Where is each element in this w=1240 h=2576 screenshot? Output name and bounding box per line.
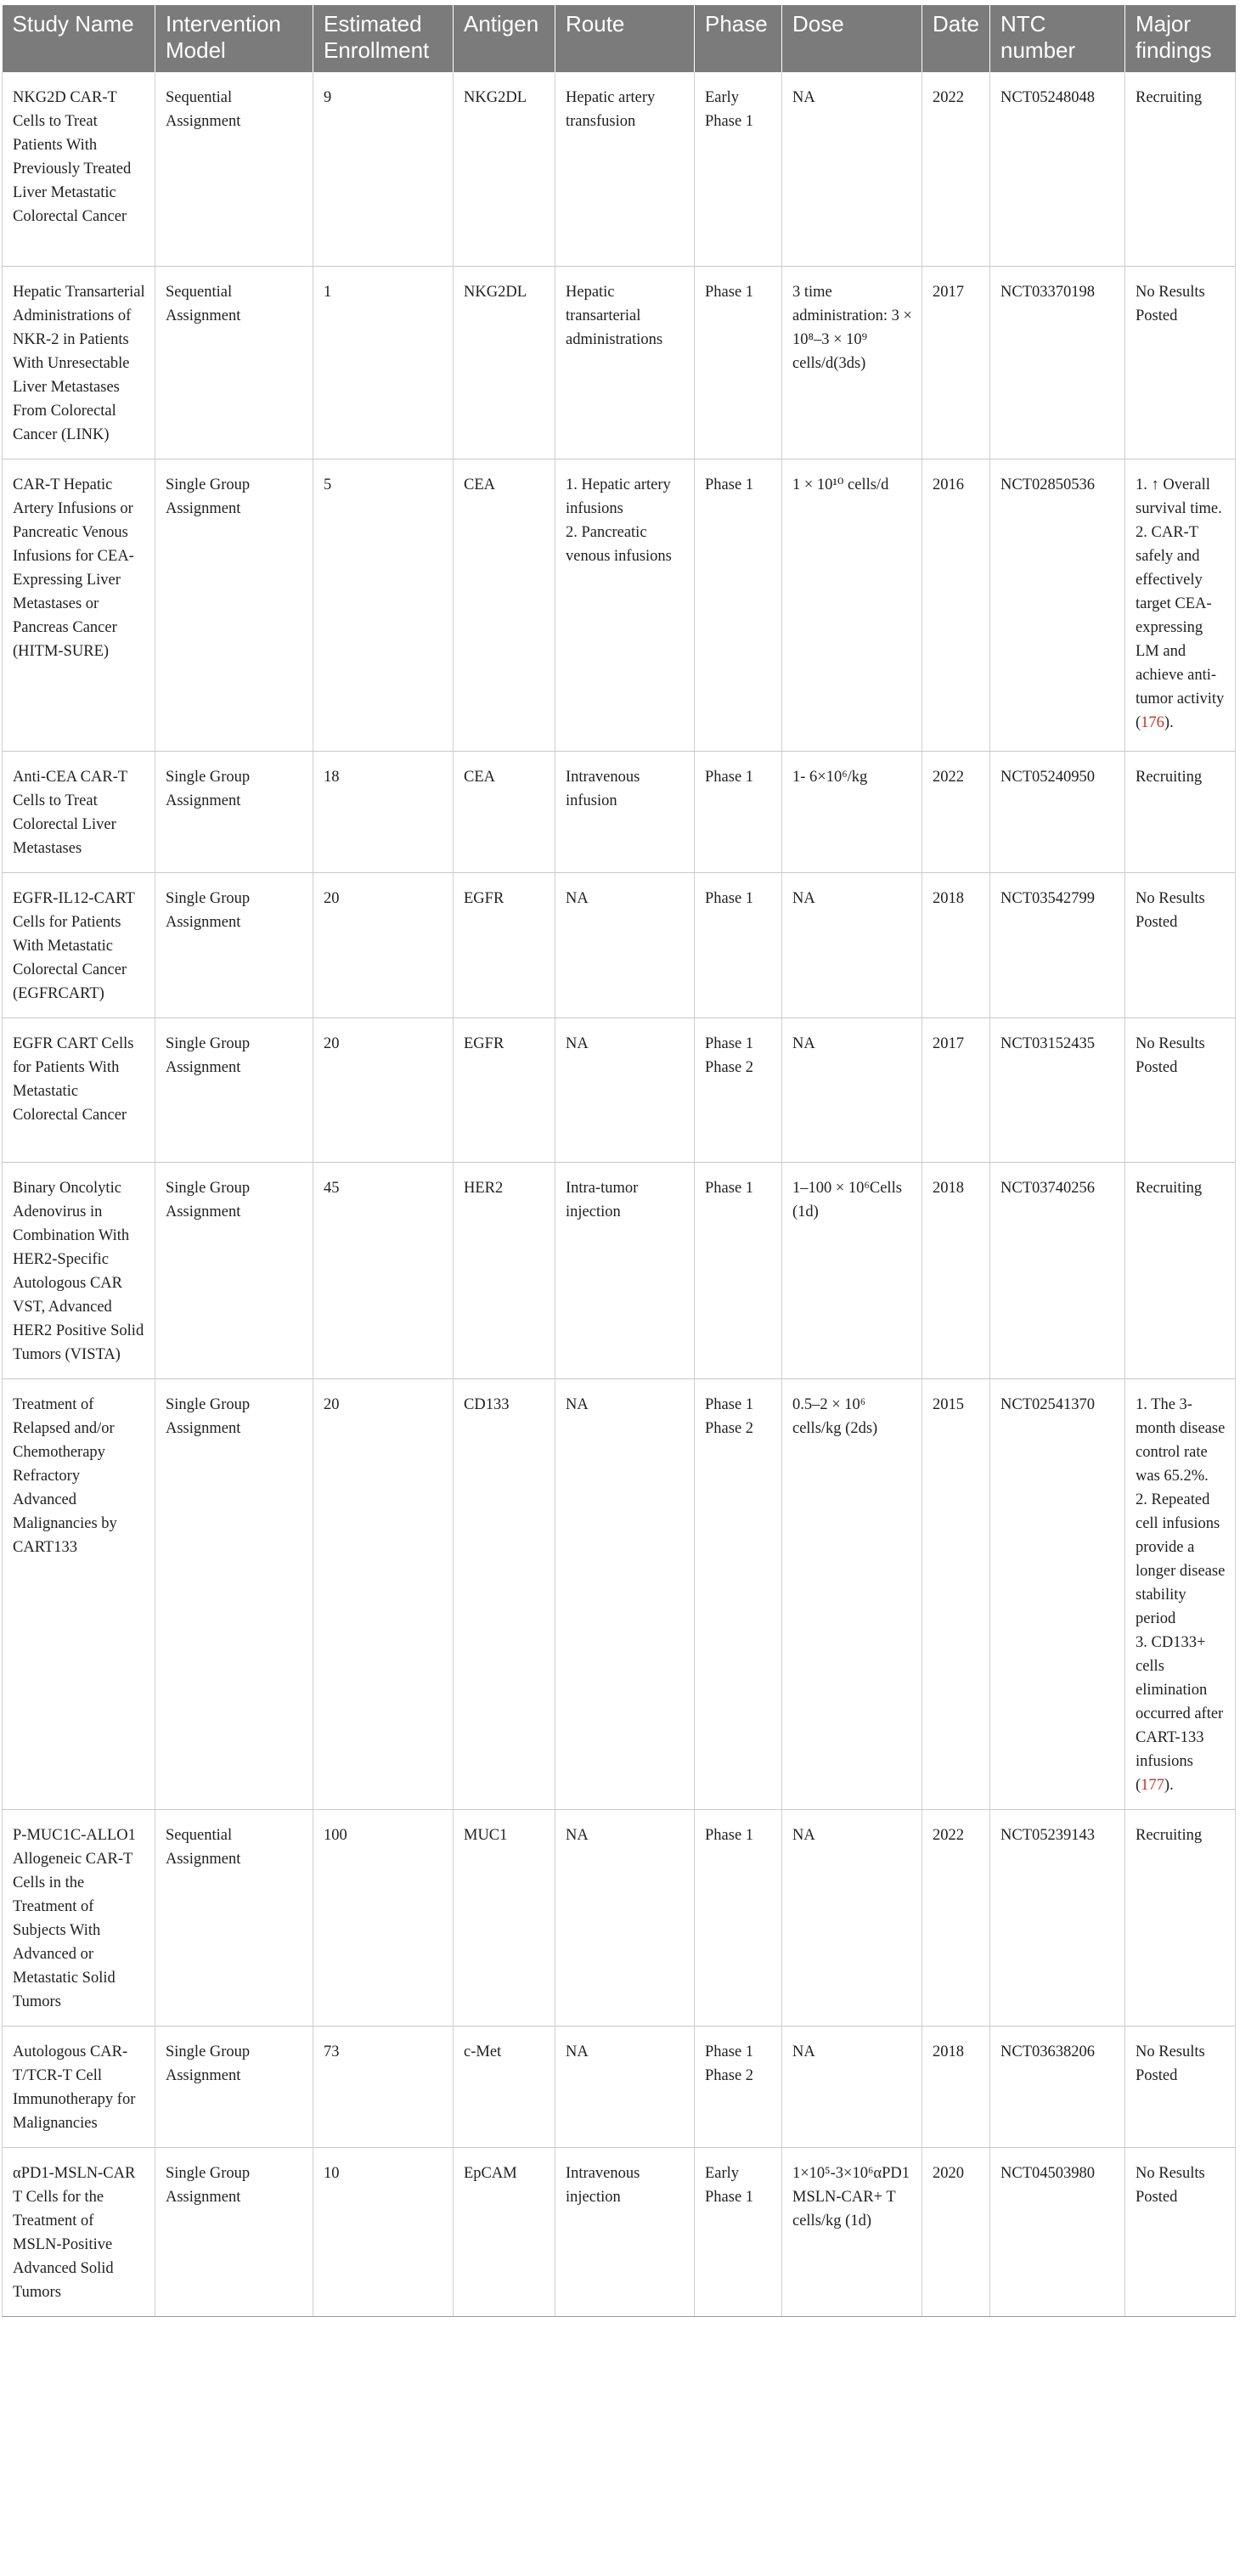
phase-cell-line: Phase 1 bbox=[705, 1179, 754, 1197]
phase-cell bbox=[695, 2147, 782, 2316]
dose-cell: 1- 6×10⁶/kg bbox=[782, 751, 922, 872]
phase-cell bbox=[695, 266, 782, 459]
route-cell bbox=[555, 751, 695, 872]
route-cell-line: 1. Hepatic artery infusions bbox=[566, 476, 671, 517]
enrollment-cell: 10 bbox=[313, 2147, 454, 2316]
major-findings-cell bbox=[1125, 1162, 1236, 1378]
antigen-cell: MUC1 bbox=[454, 1809, 555, 2026]
antigen-cell: CEA bbox=[454, 459, 555, 751]
intervention-model-cell: Single Group Assignment bbox=[155, 1162, 313, 1378]
table-row bbox=[3, 72, 1236, 266]
header-row bbox=[3, 5, 1236, 72]
enrollment-cell: 100 bbox=[313, 1809, 454, 2026]
header-intervention-model: Intervention Model bbox=[155, 5, 313, 72]
study-name-cell: Hepatic Transarterial Administrations of NKR-2 in Patients With Unresectable Liver Metastases From Colorectal Cancer (LINK) bbox=[3, 266, 155, 459]
route-cell bbox=[555, 459, 695, 751]
study-name-cell: Autologous CAR-T/TCR-T Cell Immunotherapy for Malignancies bbox=[3, 2026, 155, 2147]
antigen-cell: c-Met bbox=[454, 2026, 555, 2147]
reference-link[interactable]: 176 bbox=[1141, 713, 1164, 731]
route-cell-line: NA bbox=[566, 889, 589, 907]
major-findings-cell-line: Recruiting bbox=[1136, 89, 1203, 106]
route-cell bbox=[555, 2147, 695, 2316]
major-findings-cell-line: No Results Posted bbox=[1136, 889, 1205, 931]
major-findings-cell-line: No Results Posted bbox=[1136, 2043, 1205, 2084]
findings-last-line: 2. CAR-T safely and effectively target CEA-expressing LM and achieve anti-tumor activity (176). bbox=[1136, 523, 1225, 731]
table-row bbox=[3, 2026, 1236, 2147]
major-findings-cell-line: No Results Posted bbox=[1136, 1034, 1205, 1076]
study-name-cell: αPD1-MSLN-CAR T Cells for the Treatment of MSLN-Positive Advanced Solid Tumors bbox=[3, 2147, 155, 2316]
table-row bbox=[3, 1162, 1236, 1378]
antigen-cell: EGFR bbox=[454, 1017, 555, 1162]
route-cell-line: NA bbox=[566, 1826, 589, 1844]
table-row bbox=[3, 751, 1236, 872]
table-row bbox=[3, 2147, 1236, 2316]
major-findings-cell-line: 1. The 3-month disease control rate was 65.2%. bbox=[1136, 1395, 1226, 1485]
header-antigen: Antigen bbox=[454, 5, 555, 72]
intervention-model-cell: Sequential Assignment bbox=[155, 72, 313, 266]
ntc-number-cell: NCT04503980 bbox=[990, 2147, 1125, 2316]
phase-cell-line: Phase 2 bbox=[705, 2066, 754, 2084]
phase-cell bbox=[695, 2026, 782, 2147]
enrollment-cell: 20 bbox=[313, 1378, 454, 1809]
table-body bbox=[3, 72, 1236, 2316]
intervention-model-cell: Sequential Assignment bbox=[155, 1809, 313, 2026]
major-findings-cell-line: 3. CD133+ cells elimination occurred after CART-133 infusions bbox=[1136, 1633, 1224, 1770]
phase-cell bbox=[695, 1809, 782, 2026]
enrollment-cell: 18 bbox=[313, 751, 454, 872]
route-cell-line: 2. Pancreatic venous infusions bbox=[566, 523, 672, 565]
route-cell-line: Intravenous infusion bbox=[566, 768, 640, 809]
study-name-cell: NKG2D CAR-T Cells to Treat Patients With Previously Treated Liver Metastatic Colorectal Cancer bbox=[3, 72, 155, 266]
enrollment-cell: 1 bbox=[313, 266, 454, 459]
date-cell: 2017 bbox=[922, 1017, 990, 1162]
dose-cell: 0.5–2 × 10⁶ cells/kg (2ds) bbox=[782, 1378, 922, 1809]
route-cell-line: NA bbox=[566, 1395, 589, 1413]
route-cell bbox=[555, 72, 695, 266]
table-row bbox=[3, 459, 1236, 751]
phase-cell-line: Phase 1 bbox=[705, 2043, 754, 2060]
major-findings-cell-line: Recruiting bbox=[1136, 1179, 1203, 1197]
date-cell: 2018 bbox=[922, 872, 990, 1017]
intervention-model-cell: Sequential Assignment bbox=[155, 266, 313, 459]
date-cell: 2016 bbox=[922, 459, 990, 751]
ntc-number-cell: NCT02541370 bbox=[990, 1378, 1125, 1809]
major-findings-cell-line: Recruiting bbox=[1136, 1826, 1203, 1844]
major-findings-cell bbox=[1125, 872, 1236, 1017]
route-cell bbox=[555, 2026, 695, 2147]
major-findings-cell-line: 1. ↑ Overall survival time. bbox=[1136, 476, 1222, 517]
major-findings-cell-line: 2. CAR-T safely and effectively target CEA-expressing LM and achieve anti-tumor activity bbox=[1136, 523, 1225, 707]
intervention-model-cell: Single Group Assignment bbox=[155, 1017, 313, 1162]
study-name-cell: CAR-T Hepatic Artery Infusions or Pancreatic Venous Infusions for CEA-Expressing Liver Metastases or Pancreas Cancer (HITM-SURE) bbox=[3, 459, 155, 751]
major-findings-cell-line: No Results Posted bbox=[1136, 2164, 1205, 2206]
major-findings-cell bbox=[1125, 2147, 1236, 2316]
ntc-number-cell: NCT03740256 bbox=[990, 1162, 1125, 1378]
enrollment-cell: 45 bbox=[313, 1162, 454, 1378]
route-cell bbox=[555, 1162, 695, 1378]
major-findings-cell bbox=[1125, 1017, 1236, 1162]
table-row bbox=[3, 266, 1236, 459]
route-cell-line: NA bbox=[566, 1034, 589, 1052]
intervention-model-cell: Single Group Assignment bbox=[155, 1378, 313, 1809]
phase-cell-line: Phase 1 bbox=[705, 889, 754, 907]
ntc-number-cell: NCT03370198 bbox=[990, 266, 1125, 459]
major-findings-cell bbox=[1125, 751, 1236, 872]
table-row bbox=[3, 872, 1236, 1017]
clinical-trials-table bbox=[2, 5, 1236, 2317]
major-findings-cell bbox=[1125, 72, 1236, 266]
enrollment-cell: 73 bbox=[313, 2026, 454, 2147]
study-name-cell: P-MUC1C-ALLO1 Allogeneic CAR-T Cells in the Treatment of Subjects With Advanced or Metastatic Solid Tumors bbox=[3, 1809, 155, 2026]
date-cell: 2015 bbox=[922, 1378, 990, 1809]
major-findings-cell bbox=[1125, 266, 1236, 459]
date-cell: 2017 bbox=[922, 266, 990, 459]
antigen-cell: CEA bbox=[454, 751, 555, 872]
route-cell bbox=[555, 266, 695, 459]
antigen-cell: NKG2DL bbox=[454, 72, 555, 266]
date-cell: 2018 bbox=[922, 2026, 990, 2147]
major-findings-cell-line: Recruiting bbox=[1136, 768, 1203, 786]
ntc-number-cell: NCT05239143 bbox=[990, 1809, 1125, 2026]
route-cell-line: Hepatic artery transfusion bbox=[566, 89, 656, 130]
header-study-name: Study Name bbox=[3, 5, 155, 72]
reference-link[interactable]: 177 bbox=[1141, 1776, 1164, 1794]
phase-cell bbox=[695, 459, 782, 751]
intervention-model-cell: Single Group Assignment bbox=[155, 2147, 313, 2316]
route-cell bbox=[555, 1017, 695, 1162]
findings-last-line: 3. CD133+ cells elimination occurred after CART-133 infusions (177). bbox=[1136, 1633, 1224, 1794]
table-row bbox=[3, 1809, 1236, 2026]
study-name-cell: EGFR CART Cells for Patients With Metastatic Colorectal Cancer bbox=[3, 1017, 155, 1162]
dose-cell: NA bbox=[782, 1017, 922, 1162]
antigen-cell: NKG2DL bbox=[454, 266, 555, 459]
ntc-number-cell: NCT03152435 bbox=[990, 1017, 1125, 1162]
ntc-number-cell: NCT05240950 bbox=[990, 751, 1125, 872]
dose-cell: 3 time administration: 3 × 10⁸–3 × 10⁹ cells/d(3ds) bbox=[782, 266, 922, 459]
header-phase: Phase bbox=[695, 5, 782, 72]
intervention-model-cell: Single Group Assignment bbox=[155, 459, 313, 751]
dose-cell: NA bbox=[782, 1809, 922, 2026]
intervention-model-cell: Single Group Assignment bbox=[155, 872, 313, 1017]
enrollment-cell: 20 bbox=[313, 1017, 454, 1162]
dose-cell: 1×10⁵-3×10⁶αPD1 MSLN-CAR+ T cells/kg (1d) bbox=[782, 2147, 922, 2316]
header-date: Date bbox=[922, 5, 990, 72]
antigen-cell: HER2 bbox=[454, 1162, 555, 1378]
table-row bbox=[3, 1378, 1236, 1809]
header-ntc-number: NTC number bbox=[990, 5, 1125, 72]
dose-cell: 1 × 10¹⁰ cells/d bbox=[782, 459, 922, 751]
ntc-number-cell: NCT05248048 bbox=[990, 72, 1125, 266]
phase-cell bbox=[695, 751, 782, 872]
phase-cell-line: Phase 2 bbox=[705, 1419, 754, 1437]
phase-cell-line: Phase 1 bbox=[705, 476, 754, 493]
dose-cell: 1–100 × 10⁶Cells (1d) bbox=[782, 1162, 922, 1378]
route-cell-line: Intra-tumor injection bbox=[566, 1179, 639, 1220]
antigen-cell: EGFR bbox=[454, 872, 555, 1017]
table-row bbox=[3, 1017, 1236, 1162]
phase-cell bbox=[695, 1162, 782, 1378]
study-name-cell: EGFR-IL12-CART Cells for Patients With Metastatic Colorectal Cancer (EGFRCART) bbox=[3, 872, 155, 1017]
major-findings-cell bbox=[1125, 2026, 1236, 2147]
date-cell: 2018 bbox=[922, 1162, 990, 1378]
date-cell: 2022 bbox=[922, 751, 990, 872]
dose-cell: NA bbox=[782, 872, 922, 1017]
enrollment-cell: 5 bbox=[313, 459, 454, 751]
antigen-cell: CD133 bbox=[454, 1378, 555, 1809]
enrollment-cell: 20 bbox=[313, 872, 454, 1017]
study-name-cell: Binary Oncolytic Adenovirus in Combination With HER2-Specific Autologous CAR VST, Advanced HER2 Positive Solid Tumors (VISTA) bbox=[3, 1162, 155, 1378]
major-findings-cell-line: No Results Posted bbox=[1136, 283, 1205, 324]
intervention-model-cell: Single Group Assignment bbox=[155, 2026, 313, 2147]
date-cell: 2020 bbox=[922, 2147, 990, 2316]
route-cell bbox=[555, 1378, 695, 1809]
route-cell bbox=[555, 872, 695, 1017]
header-dose: Dose bbox=[782, 5, 922, 72]
phase-cell-line: Phase 1 bbox=[705, 283, 754, 301]
header-major-findings: Major findings bbox=[1125, 5, 1236, 72]
route-cell-line: Hepatic transarterial administrations bbox=[566, 283, 663, 348]
phase-cell-line: Phase 1 bbox=[705, 768, 754, 786]
ntc-number-cell: NCT02850536 bbox=[990, 459, 1125, 751]
phase-cell-line: Early Phase 1 bbox=[705, 89, 754, 130]
major-findings-cell bbox=[1125, 1378, 1236, 1809]
study-name-cell: Anti-CEA CAR-T Cells to Treat Colorectal Liver Metastases bbox=[3, 751, 155, 872]
phase-cell-line: Phase 1 bbox=[705, 1826, 754, 1844]
enrollment-cell: 9 bbox=[313, 72, 454, 266]
ntc-number-cell: NCT03542799 bbox=[990, 872, 1125, 1017]
antigen-cell: EpCAM bbox=[454, 2147, 555, 2316]
dose-cell: NA bbox=[782, 2026, 922, 2147]
major-findings-cell bbox=[1125, 459, 1236, 751]
route-cell bbox=[555, 1809, 695, 2026]
phase-cell-line: Phase 1 bbox=[705, 1034, 754, 1052]
major-findings-cell-line: 2. Repeated cell infusions provide a longer disease stability period bbox=[1136, 1491, 1226, 1627]
route-cell-line: Intravenous injection bbox=[566, 2164, 640, 2206]
date-cell: 2022 bbox=[922, 72, 990, 266]
phase-cell-line: Early Phase 1 bbox=[705, 2164, 754, 2206]
intervention-model-cell: Single Group Assignment bbox=[155, 751, 313, 872]
phase-cell bbox=[695, 1378, 782, 1809]
phase-cell-line: Phase 2 bbox=[705, 1058, 754, 1076]
dose-cell: NA bbox=[782, 72, 922, 266]
header-estimated-enrollment: Estimated Enrollment bbox=[313, 5, 454, 72]
major-findings-cell bbox=[1125, 1809, 1236, 2026]
phase-cell-line: Phase 1 bbox=[705, 1395, 754, 1413]
phase-cell bbox=[695, 72, 782, 266]
ntc-number-cell: NCT03638206 bbox=[990, 2026, 1125, 2147]
study-name-cell: Treatment of Relapsed and/or Chemotherapy Refractory Advanced Malignancies by CART133 bbox=[3, 1378, 155, 1809]
phase-cell bbox=[695, 872, 782, 1017]
header-route: Route bbox=[555, 5, 695, 72]
date-cell: 2022 bbox=[922, 1809, 990, 2026]
phase-cell bbox=[695, 1017, 782, 1162]
route-cell-line: NA bbox=[566, 2043, 589, 2060]
